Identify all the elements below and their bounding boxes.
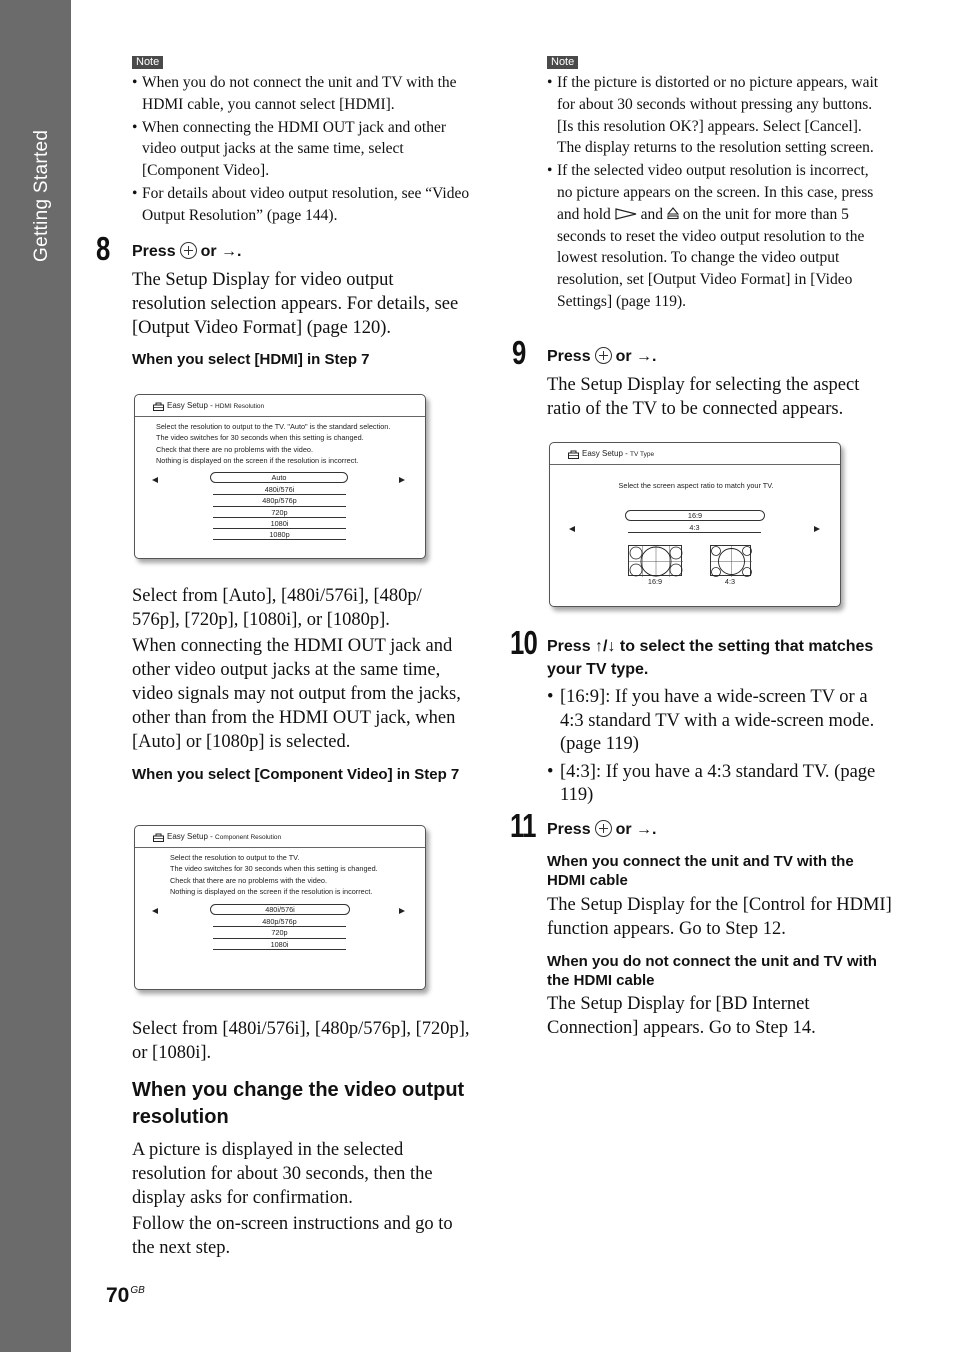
screen-title-text: Easy Setup - bbox=[167, 401, 216, 410]
left-arrow-icon[interactable] bbox=[569, 526, 575, 532]
tv-type-option-text: • [16:9]: If you have a wide-screen TV or a 4:3 standard TV with a wide-screen mode. (page 119) bbox=[547, 686, 892, 757]
resolution-option[interactable]: 1080i bbox=[213, 939, 346, 950]
section-label: Getting Started bbox=[31, 129, 52, 262]
or-right-label: or →. bbox=[200, 243, 242, 260]
resolution-option[interactable]: 480p/576p bbox=[213, 495, 346, 506]
step-number-8: 8 bbox=[96, 230, 110, 267]
resolution-option[interactable]: 720p bbox=[213, 927, 346, 938]
step-9-heading bbox=[547, 345, 877, 368]
press-label: Press bbox=[132, 243, 176, 260]
description-line: Nothing is displayed on the screen if the resolution is incorrect. bbox=[156, 455, 359, 465]
screen-title bbox=[135, 826, 425, 848]
note-text: If the selected video output resolution is incorrect, no picture appears on the screen. In this case, press and hold bbox=[557, 162, 874, 223]
screen-title bbox=[135, 395, 425, 417]
hdmi-select-text: Select from [Auto], [480i/576i], [480p/ 576p], [720p], [1080i], or [1080p]. bbox=[132, 586, 422, 630]
note-item: • When you do not connect the unit and TV with the HDMI cable, you cannot select [HDMI]. bbox=[132, 72, 472, 116]
description-line: Select the resolution to output to the TV. "Auto" is the standard selection. bbox=[156, 422, 391, 431]
right-arrow-icon[interactable] bbox=[399, 908, 405, 914]
screen-title-text: Easy Setup - bbox=[167, 832, 216, 841]
description-line: Select the resolution to output to the TV. bbox=[170, 853, 300, 862]
enter-button-icon bbox=[180, 242, 197, 259]
step-8-heading bbox=[132, 240, 462, 263]
component-step-heading: When you select [Component Video] in Step 7 bbox=[132, 766, 460, 783]
hdmi-connected-text: The Setup Display for the [Control for HDMI] function appears. Go to Step 12. bbox=[547, 895, 892, 939]
page-number-value: 70 bbox=[106, 1284, 130, 1307]
resolution-option[interactable]: 480i/576i bbox=[213, 484, 346, 495]
component-select-text: Select from [480i/576i], [480p/576p], [720p], or [1080i]. bbox=[132, 1019, 470, 1063]
screen-subtitle: TV Type bbox=[630, 451, 655, 458]
section-side-tab bbox=[0, 0, 71, 1352]
step-number-9: 9 bbox=[512, 334, 526, 371]
hdmi-warning-text: When connecting the HDMI OUT jack and other video output jacks at the same time, video signals may not output from the jacks, other than from the HDMI OUT jack, when [Auto] or [1080p] is selected. bbox=[132, 636, 461, 752]
description-line: The video switches for 30 seconds when this setting is changed. bbox=[156, 433, 364, 443]
screen-subtitle: Component Resolution bbox=[215, 834, 282, 841]
step-10-heading: Press ↑/↓ to select the setting that matches your TV type. bbox=[547, 638, 874, 678]
play-button-icon bbox=[615, 208, 637, 220]
enter-button-icon bbox=[595, 820, 612, 837]
resolution-option[interactable]: 480p/576p bbox=[213, 916, 346, 927]
note-item: • For details about video output resolution, see “Video Output Resolution” (page 144). bbox=[132, 183, 472, 227]
step-9-body: The Setup Display for selecting the aspect ratio of the TV to be connected appears. bbox=[547, 375, 860, 419]
eject-button-icon bbox=[667, 207, 679, 220]
or-right-label: or →. bbox=[615, 821, 657, 838]
setup-toolbox-icon bbox=[568, 450, 579, 459]
resolution-option-selected[interactable]: Auto bbox=[210, 472, 348, 483]
step-8-body: The Setup Display for video output resolution selection appears. For details, see [Output Video Format] (page 120). bbox=[132, 270, 459, 338]
hdmi-not-connected-text: The Setup Display for [BD Internet Connection] appears. Go to Step 14. bbox=[547, 994, 816, 1038]
aspect-option[interactable]: 4:3 bbox=[628, 522, 761, 533]
note-list bbox=[547, 72, 887, 314]
hdmi-step-heading: When you select [HDMI] in Step 7 bbox=[132, 351, 370, 368]
step-11-heading bbox=[547, 818, 877, 841]
step-number-10: 10 bbox=[510, 624, 538, 661]
change-resolution-next: Follow the on-screen instructions and go to the next step. bbox=[132, 1214, 453, 1258]
hdmi-not-connected-heading: When you do not connect the unit and TV with the HDMI cable bbox=[547, 953, 877, 989]
enter-button-icon bbox=[595, 347, 612, 364]
or-right-label: or →. bbox=[615, 348, 657, 365]
note-list bbox=[132, 72, 472, 228]
screen-description bbox=[156, 421, 426, 466]
screen-subtitle: HDMI Resolution bbox=[215, 403, 265, 410]
screen-description bbox=[170, 852, 420, 897]
note-text: on the unit for more than 5 seconds to reset the video output resolution to the lowest resolution. To change the video output resolution, set [Output Video Format] in [Video Settings] (page 119). bbox=[557, 205, 865, 310]
description-line: Check that there are no problems with the video. bbox=[170, 875, 327, 885]
page-number bbox=[106, 1284, 145, 1308]
setup-toolbox-icon bbox=[153, 402, 164, 411]
widescreen-tv-icon bbox=[628, 545, 682, 576]
screen-title-text: Easy Setup - bbox=[582, 449, 631, 458]
standard-tv-icon bbox=[710, 545, 751, 576]
tv-type-options-list bbox=[547, 686, 892, 812]
page-number-suffix: GB bbox=[130, 1285, 145, 1296]
right-arrow-icon[interactable] bbox=[814, 526, 820, 532]
change-resolution-heading: When you change the video output resolution bbox=[132, 1079, 465, 1128]
component-resolution-screen bbox=[134, 825, 426, 990]
description-line: Check that there are no problems with the video. bbox=[156, 444, 313, 454]
note-item: • When connecting the HDMI OUT jack and other video output jacks at the same time, select [Component Video]. bbox=[132, 117, 472, 182]
note-text: and bbox=[640, 205, 663, 223]
screen-title bbox=[550, 443, 840, 465]
press-label: Press bbox=[547, 348, 591, 365]
right-arrow-icon[interactable] bbox=[399, 477, 405, 483]
resolution-option[interactable]: 720p bbox=[213, 507, 346, 518]
left-arrow-icon[interactable] bbox=[152, 908, 158, 914]
press-label: Press bbox=[547, 821, 591, 838]
hdmi-connected-heading: When you connect the unit and TV with the HDMI cable bbox=[547, 853, 854, 889]
note-tag: Note bbox=[132, 56, 163, 69]
note-item bbox=[547, 160, 887, 313]
description-line: The video switches for 30 seconds when this setting is changed. bbox=[170, 864, 378, 874]
tv-type-screen bbox=[549, 442, 841, 607]
aspect-option-selected[interactable]: 16:9 bbox=[625, 510, 765, 521]
change-resolution-text: A picture is displayed in the selected resolution for about 30 seconds, then the display asks for confirmation. bbox=[132, 1140, 433, 1208]
screen-description: Select the screen aspect ratio to match your TV. bbox=[618, 481, 774, 490]
resolution-option[interactable]: 1080i bbox=[213, 518, 346, 529]
description-line: Nothing is displayed on the screen if the resolution is incorrect. bbox=[170, 886, 373, 896]
resolution-option-selected[interactable]: 480i/576i bbox=[210, 904, 350, 915]
tv-type-option-text: • [4:3]: If you have a 4:3 standard TV. (page 119) bbox=[547, 761, 892, 808]
standard-label: 4:3 bbox=[724, 577, 736, 586]
resolution-option[interactable]: 1080p bbox=[213, 529, 346, 540]
left-arrow-icon[interactable] bbox=[152, 477, 158, 483]
widescreen-label: 16:9 bbox=[647, 577, 663, 586]
step-number-11: 11 bbox=[510, 807, 536, 844]
hdmi-resolution-screen bbox=[134, 394, 426, 559]
note-tag: Note bbox=[547, 56, 578, 69]
note-item: • If the picture is distorted or no picture appears, wait for about 30 seconds without pressing any buttons. [Is this resolution OK?] appears. Select [Cancel]. The display returns to the resolution setting screen. bbox=[547, 72, 887, 159]
setup-toolbox-icon bbox=[153, 833, 164, 842]
